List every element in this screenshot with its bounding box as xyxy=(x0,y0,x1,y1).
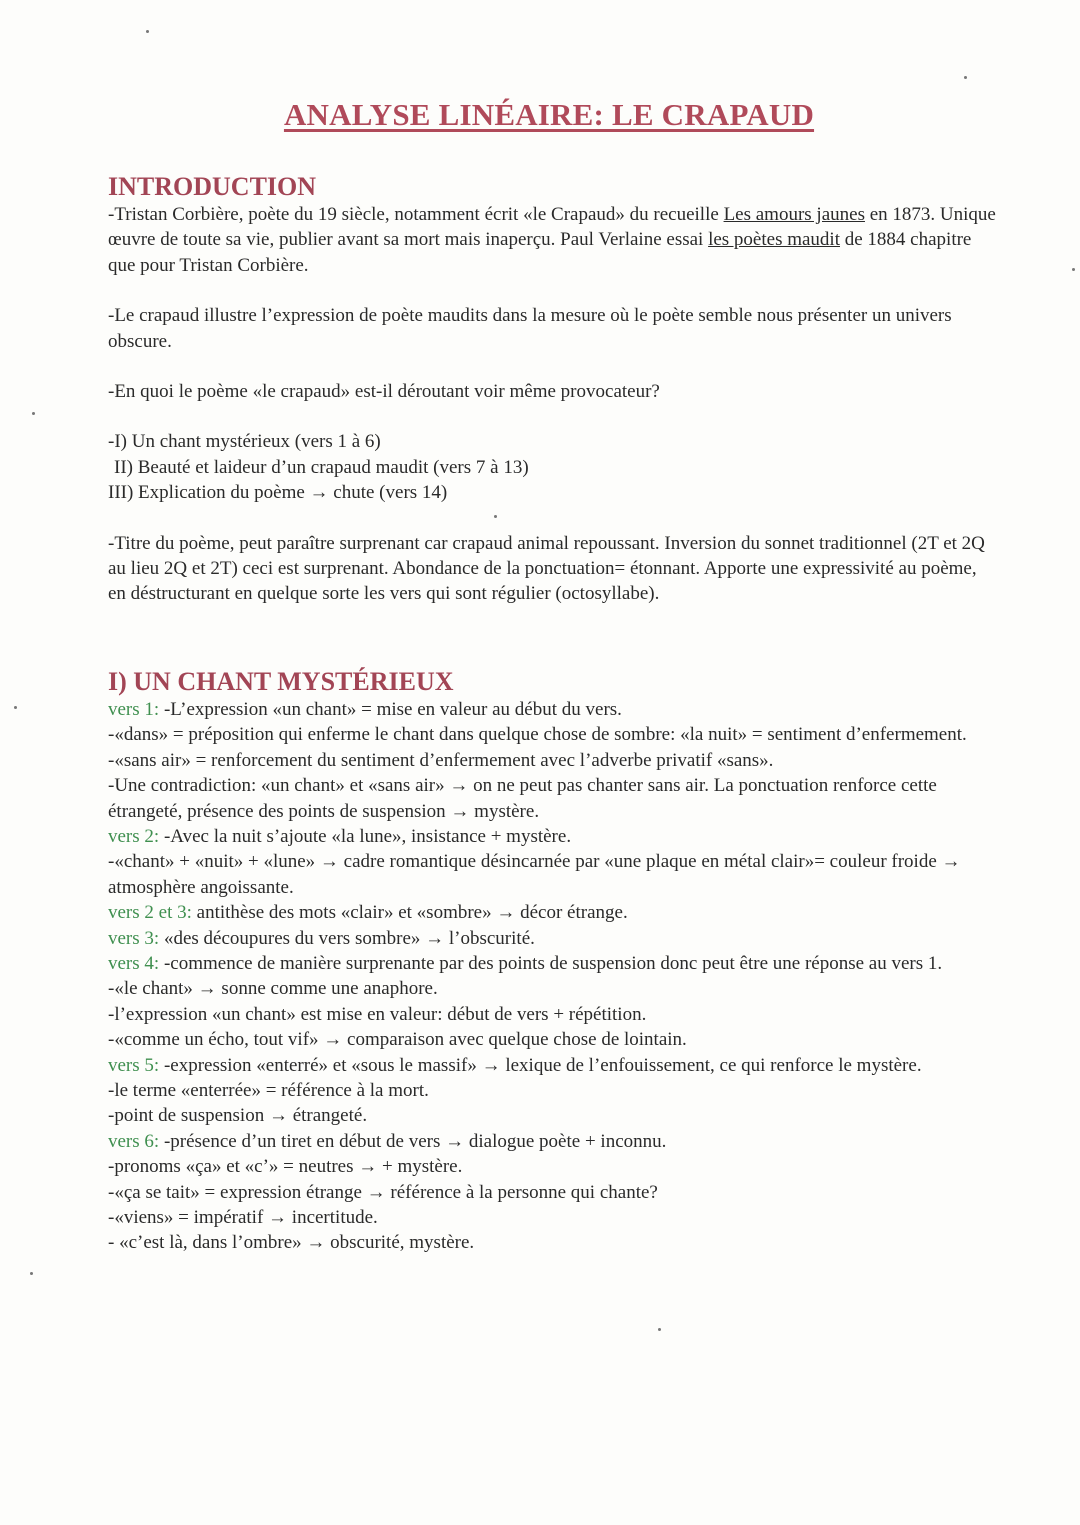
verse-label: vers 2 et 3: xyxy=(108,902,192,924)
analysis-text: -«chant» + «nuit» + «lune» → cadre romantique désincarnée par «une plaque en métal clair»= couleur froide → atmosphère angoissante. xyxy=(108,851,961,898)
analysis-line xyxy=(108,773,998,824)
page-title: ANALYSE LINÉAIRE: LE CRAPAUD xyxy=(283,97,815,132)
analysis-line xyxy=(108,951,998,976)
section-1-heading: I) UN CHANT MYSTÉRIEUX xyxy=(108,666,454,696)
scan-speck xyxy=(146,30,149,33)
section-1-lines xyxy=(108,697,998,1256)
analysis-text: -présence d’un tiret en début de vers → dialogue poète + inconnu. xyxy=(159,1130,667,1152)
analysis-line xyxy=(108,697,998,722)
analysis-text: -Avec la nuit s’ajoute «la lune», insistance + mystère. xyxy=(159,825,572,847)
analysis-line xyxy=(108,1078,998,1103)
analysis-line xyxy=(108,926,998,951)
essay-title-underlined: les poètes maudit xyxy=(708,229,840,251)
scan-speck xyxy=(14,706,17,709)
analysis-text: -Une contradiction: «un chant» et «sans air» → on ne peut pas chanter sans air. La ponctuation renforce cette étrangeté, présence des points de suspension → mystère. xyxy=(108,775,937,822)
document-page xyxy=(108,96,998,1256)
analysis-text: -commence de manière surprenante par des points de suspension donc peut être une réponse au vers 1. xyxy=(159,952,943,974)
analysis-line xyxy=(108,1180,998,1205)
analysis-text: «des découpures du vers sombre» → l’obscurité. xyxy=(159,927,535,949)
scan-speck xyxy=(658,1328,661,1331)
plan-item: II) Beauté et laideur d’un crapaud maudit (vers 7 à 13) xyxy=(114,456,529,478)
analysis-line xyxy=(108,1103,998,1128)
analysis-text: -«le chant» → sonne comme une anaphore. xyxy=(108,978,438,1000)
plan-item: -I) Un chant mystérieux (vers 1 à 6) xyxy=(108,431,381,453)
analysis-text: -«dans» = préposition qui enferme le chant dans quelque chose de sombre: «la nuit» = sentiment d’enfermement. xyxy=(108,724,967,746)
analysis-line xyxy=(108,976,998,1001)
analysis-text: antithèse des mots «clair» et «sombre» → décor étrange. xyxy=(191,902,628,924)
intro-p1-text: -Tristan Corbière, poète du 19 siècle, notamment écrit «le Crapaud» du recueille xyxy=(108,204,724,225)
analysis-text: -pronoms «ça» et «c’» = neutres → + mystère. xyxy=(108,1156,463,1178)
verse-label: vers 1: xyxy=(108,698,160,720)
analysis-line xyxy=(108,824,998,849)
book-title-underlined: Les amours jaunes xyxy=(723,204,865,225)
scan-speck xyxy=(30,1272,33,1275)
problematic-question: -En quoi le poème «le crapaud» est-il déroutant voir même provocateur? xyxy=(108,381,660,403)
intro-p1-text: en 1873. Unique œuvre de toute sa vie, publier avant sa mort mais inaperçu. Paul Verlaine essai xyxy=(108,204,996,251)
analysis-text: -l’expression «un chant» est mise en valeur: début de vers + répétition. xyxy=(108,1003,647,1025)
analysis-line xyxy=(108,1154,998,1179)
intro-paragraph-1 xyxy=(108,202,998,278)
scan-speck xyxy=(32,412,35,415)
analysis-line xyxy=(108,722,998,747)
analysis-line xyxy=(108,1027,998,1052)
intro-p1-text: de 1884 chapitre que pour Tristan Corbière. xyxy=(108,229,972,276)
analysis-text: -«sans air» = renforcement du sentiment d’enfermement avec l’adverbe privatif «sans». xyxy=(108,749,774,771)
intro-paragraph-2: -Le crapaud illustre l’expression de poète maudits dans la mesure où le poète semble nous présenter un univers obscure. xyxy=(108,305,952,352)
analysis-line xyxy=(108,1053,998,1078)
intro-paragraph-4: -Titre du poème, peut paraître surprenant car crapaud animal repoussant. Inversion du sonnet traditionnel (2T et 2Q au lieu 2Q et 2T) ceci est surprenant. Abondance de la ponctuation= étonnant. Apporte une expressivité au poème, en déstructurant en quelque sorte les vers qui sont régulier (octosyllabe). xyxy=(108,532,985,605)
verse-label: vers 5: xyxy=(108,1054,160,1076)
analysis-line xyxy=(108,1205,998,1230)
analysis-line xyxy=(108,849,998,900)
introduction-heading: INTRODUCTION xyxy=(108,172,317,201)
analysis-text: -point de suspension → étrangeté. xyxy=(108,1105,368,1127)
analysis-line xyxy=(108,1129,998,1154)
analysis-text: -le terme «enterrée» = référence à la mort. xyxy=(108,1079,429,1101)
verse-label: vers 2: xyxy=(108,825,160,847)
analysis-line xyxy=(108,748,998,773)
analysis-line xyxy=(108,1230,998,1255)
verse-label: vers 6: xyxy=(108,1130,160,1152)
analysis-line xyxy=(108,900,998,925)
analysis-text: -«ça se tait» = expression étrange → référence à la personne qui chante? xyxy=(108,1181,658,1203)
scan-speck xyxy=(1072,268,1075,271)
analysis-text: -«comme un écho, tout vif» → comparaison avec quelque chose de lointain. xyxy=(108,1029,687,1051)
plan-list xyxy=(108,429,998,505)
analysis-text: -«viens» = impératif → incertitude. xyxy=(108,1207,378,1228)
scan-speck xyxy=(964,76,967,79)
analysis-text: -expression «enterré» et «sous le massif» → lexique de l’enfouissement, ce qui renforce le mystère. xyxy=(159,1054,922,1076)
analysis-line xyxy=(108,1002,998,1027)
verse-label: vers 4: xyxy=(108,952,160,974)
analysis-text: -L’expression «un chant» = mise en valeur au début du vers. xyxy=(159,698,622,720)
plan-item: III) Explication du poème → chute (vers 14) xyxy=(108,482,448,504)
analysis-text: - «c’est là, dans l’ombre» → obscurité, mystère. xyxy=(108,1232,475,1254)
verse-label: vers 3: xyxy=(108,927,160,949)
